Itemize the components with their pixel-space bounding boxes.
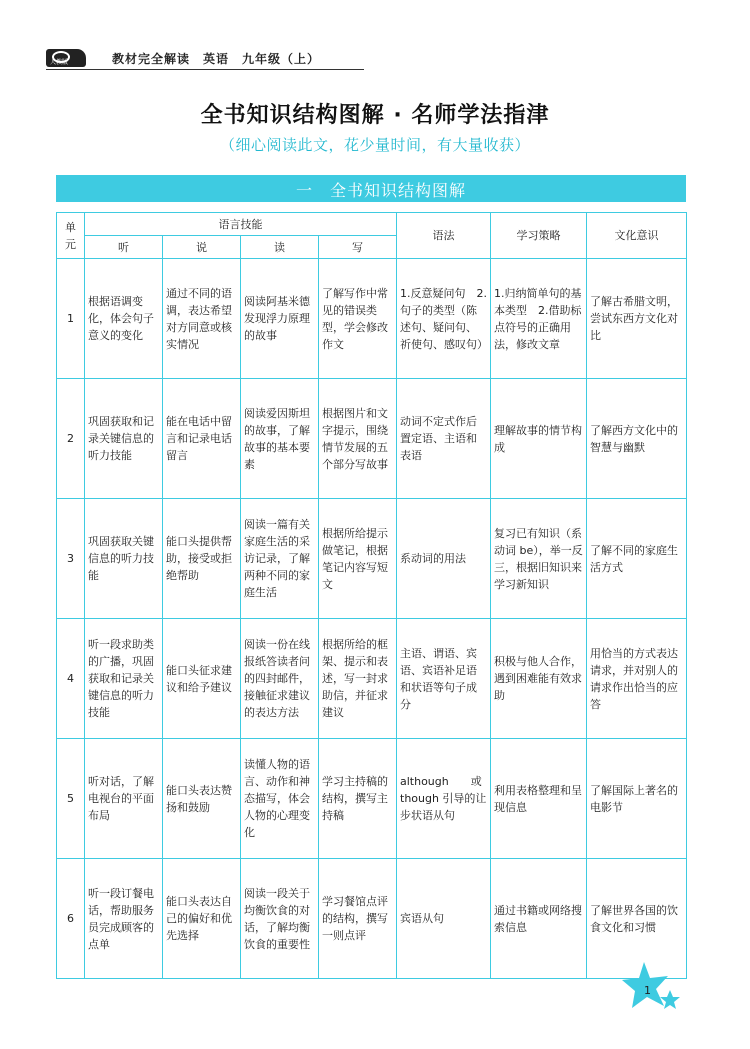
page-title: 全书知识结构图解 · 名师学法指津 [200,103,550,128]
logo-text: 人教版 [50,59,69,66]
cell-culture: 用恰当的方式表达请求，并对别人的请求作出恰当的应答 [587,619,687,739]
cell-grammar: 宾语从句 [397,859,491,979]
cell-grammar: 系动词的用法 [397,499,491,619]
cell-speak: 能在电话中留言和记录电话留言 [163,379,241,499]
cell-strategy: 通过书籍或网络搜索信息 [491,859,587,979]
cell-unit: 4 [57,619,85,739]
cell-listen: 听对话，了解电视台的平面布局 [85,739,163,859]
header-strategy: 学习策略 [491,213,587,259]
cell-culture: 了解世界各国的饮食文化和习惯 [587,859,687,979]
page-subtitle: （细心阅读此文，花少量时间，有大量收获） [219,136,530,154]
table-row [57,739,687,859]
cell-read: 阅读阿基米德发现浮力原理的故事 [241,259,319,379]
subheader-read: 读 [241,236,319,259]
knowledge-structure-table [56,212,687,979]
cell-listen: 巩固获取和记录关键信息的听力技能 [85,379,163,499]
cell-write: 根据所给的框架、提示和表述，写一封求助信，并征求建议 [319,619,397,739]
table-row [57,619,687,739]
cell-unit: 1 [57,259,85,379]
table-row [57,259,687,379]
cell-unit: 6 [57,859,85,979]
cell-culture: 了解不同的家庭生活方式 [587,499,687,619]
cell-speak: 通过不同的语调，表达希望对方同意或核实情况 [163,259,241,379]
cell-strategy: 1.归纳简单句的基本类型 2.借助标点符号的正确用法，修改文章 [491,259,587,379]
header-culture: 文化意识 [587,213,687,259]
cell-grammar: 主语、谓语、宾语、宾语补足语和状语等句子成分 [397,619,491,739]
cell-culture: 了解西方文化中的智慧与幽默 [587,379,687,499]
table-row [57,859,687,979]
page-number: 1 [644,984,651,997]
cell-culture: 了解古希腊文明，尝试东西方文化对比 [587,259,687,379]
cell-read: 阅读一篇有关家庭生活的采访记录，了解两种不同的家庭生活 [241,499,319,619]
cell-grammar: 1.反意疑问句 2.句子的类型（陈述句、疑问句、祈使句、感叹句） [397,259,491,379]
cell-listen: 根据语调变化，体会句子意义的变化 [85,259,163,379]
cell-strategy: 利用表格整理和呈现信息 [491,739,587,859]
cell-speak: 能口头提供帮助，接受或拒绝帮助 [163,499,241,619]
cell-read: 阅读一段关于均衡饮食的对话，了解均衡饮食的重要性 [241,859,319,979]
cell-grammar: 动词不定式作后置定语、主语和表语 [397,379,491,499]
cell-write: 根据所给提示做笔记，根据笔记内容写短文 [319,499,397,619]
table-row [57,379,687,499]
cell-speak: 能口头征求建议和给予建议 [163,619,241,739]
header-unit: 单元 [57,213,85,259]
cell-read: 阅读爱因斯坦的故事，了解故事的基本要素 [241,379,319,499]
cell-culture: 了解国际上著名的电影节 [587,739,687,859]
cell-write: 了解写作中常见的错误类型，学会修改作文 [319,259,397,379]
cell-unit: 2 [57,379,85,499]
cell-strategy: 积极与他人合作，遇到困难能有效求助 [491,619,587,739]
running-header [46,47,364,70]
cell-speak: 能口头表达自己的偏好和优先选择 [163,859,241,979]
subheader-listen: 听 [85,236,163,259]
publisher-logo [46,49,86,67]
section-heading: 一 全书知识结构图解 [296,181,467,200]
header-grammar: 语法 [397,213,491,259]
header-language-skills: 语言技能 [85,213,397,236]
cell-grammar: although 或 though 引导的让步状语从句 [397,739,491,859]
subheader-write: 写 [319,236,397,259]
cell-speak: 能口头表达赞扬和鼓励 [163,739,241,859]
cell-write: 根据图片和文字提示，围绕情节发展的五个部分写故事 [319,379,397,499]
cell-read: 阅读一份在线报纸答读者问的四封邮件，接触征求建议的表达方法 [241,619,319,739]
subheader-speak: 说 [163,236,241,259]
cell-listen: 听一段求助类的广播，巩固获取和记录关键信息的听力技能 [85,619,163,739]
cell-read: 读懂人物的语言、动作和神态描写，体会人物的心理变化 [241,739,319,859]
cell-write: 学习主持稿的结构，撰写主持稿 [319,739,397,859]
cell-unit: 3 [57,499,85,619]
book-title: 教材完全解读 英语 九年级（上） [112,52,321,66]
cell-strategy: 复习已有知识（系动词 be），举一反三，根据旧知识来学习新知识 [491,499,587,619]
table-row [57,499,687,619]
cell-listen: 巩固获取关键信息的听力技能 [85,499,163,619]
cell-write: 学习餐馆点评的结构，撰写一则点评 [319,859,397,979]
cell-strategy: 理解故事的情节构成 [491,379,587,499]
cell-listen: 听一段订餐电话，帮助服务员完成顾客的点单 [85,859,163,979]
cell-unit: 5 [57,739,85,859]
section-heading-bar [56,175,686,202]
